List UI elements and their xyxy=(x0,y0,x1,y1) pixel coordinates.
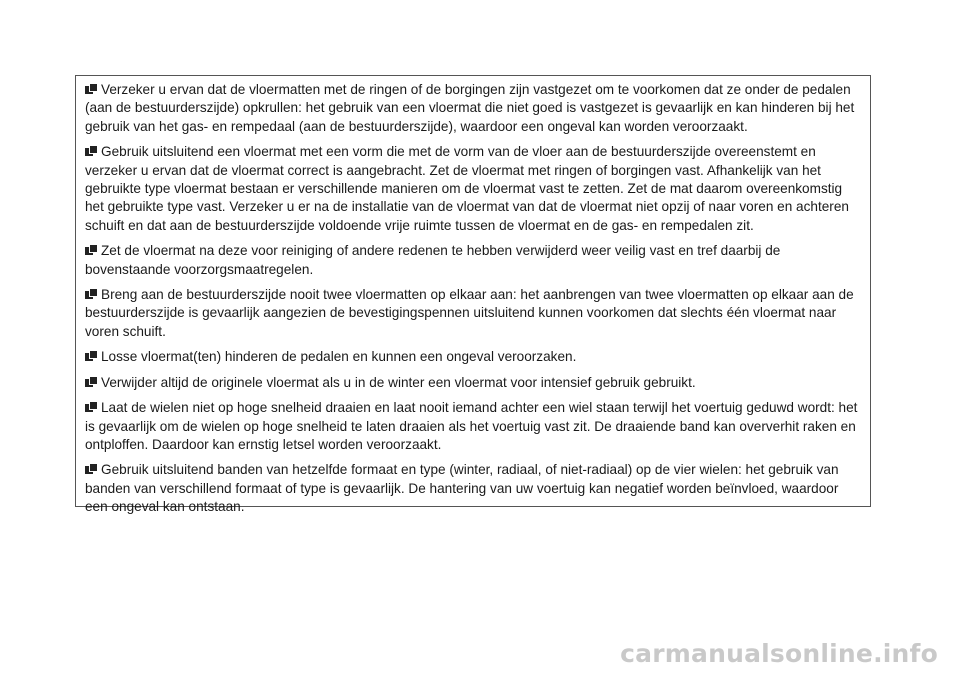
warning-box xyxy=(75,75,871,515)
site-watermark: carmanualsonline.info xyxy=(620,639,938,668)
warning-text: Verzeker u ervan dat de vloermatten met de ringen of de borgingen zijn vastgezet om te voorkomen dat ze onder de pedalen (aan de bestuurderszijde) opkrullen: het gebruik van een vloermat die niet goed is vastgezet is gevaarlijk en kan hinderen bij het gebruik van het gas- en rempedaal (aan de bestuurderszijde), waardoor een ongeval kan worden veroorzaakt. xyxy=(85,82,855,134)
warning-paragraph xyxy=(85,242,861,279)
warning-paragraph xyxy=(85,399,861,454)
warning-bullet-icon xyxy=(85,244,98,256)
warning-paragraph xyxy=(85,374,861,392)
warning-paragraph xyxy=(85,461,861,516)
warning-paragraph xyxy=(85,81,861,136)
warning-text: Laat de wielen niet op hoge snelheid draaien en laat nooit iemand achter een wiel staan terwijl het voertuig geduwd wordt: het is gevaarlijk om de wielen op hoge snelheid te laten draaien als het voertuig vast zit. De draaiende band kan oververhit raken en ontploffen. Daardoor kan ernstig letsel worden veroorzaakt. xyxy=(85,400,858,452)
warning-paragraph xyxy=(85,286,861,341)
warning-bullet-icon xyxy=(85,463,98,475)
warning-paragraph xyxy=(85,348,861,366)
warning-bullet-icon xyxy=(85,83,98,95)
warning-bullet-icon xyxy=(85,401,98,413)
warning-text: Verwijder altijd de originele vloermat als u in de winter een vloermat voor intensief gebruik gebruikt. xyxy=(101,374,696,390)
warning-paragraph xyxy=(85,143,861,235)
warning-text: Breng aan de bestuurderszijde nooit twee vloermatten op elkaar aan: het aanbrengen van twee vloermatten op elkaar aan de bestuurderszijde is gevaarlijk aangezien de bevestigingspennen uitsluitend kunnen voorkomen dat slechts één vloermat naar voren schuift. xyxy=(85,287,854,339)
warning-bullet-icon xyxy=(85,288,98,300)
warning-bullet-icon xyxy=(85,376,98,388)
warning-text: Gebruik uitsluitend een vloermat met een vorm die met de vorm van de vloer aan de bestuurderszijde overeenstemt en verzeker u ervan dat de vloermat correct is aangebracht. Zet de vloermat met ringen of borgingen vast. Afhankelijk van het gebruikte type vloermat bestaan er verschillende manieren om de vloermat vast te zetten. Zet de mat daarom overeenkomstig het gebruikte type vast. Verzeker u er na de installatie van de vloermat van dat de vloermat niet opzij of naar voren en achteren schuift en dat aan de bestuurderszijde voldoende vrije ruimte tussen de vloermat en de gas- en rempedalen zit. xyxy=(85,144,849,233)
warning-text: Zet de vloermat na deze voor reiniging of andere redenen te hebben verwijderd weer veilig vast en tref daarbij de bovenstaande voorzorgsmaatregelen. xyxy=(85,243,781,277)
warning-bullet-icon xyxy=(85,350,98,362)
warning-text: Losse vloermat(ten) hinderen de pedalen en kunnen een ongeval veroorzaken. xyxy=(101,349,577,365)
warning-text: Gebruik uitsluitend banden van hetzelfde formaat en type (winter, radiaal, of niet-radiaal) op de vier wielen: het gebruik van banden van verschillend formaat of type is gevaarlijk. De hantering van uw voertuig kan negatief worden beïnvloed, waardoor een ongeval kan ontstaan. xyxy=(85,462,839,515)
warning-bullet-icon xyxy=(85,145,98,157)
